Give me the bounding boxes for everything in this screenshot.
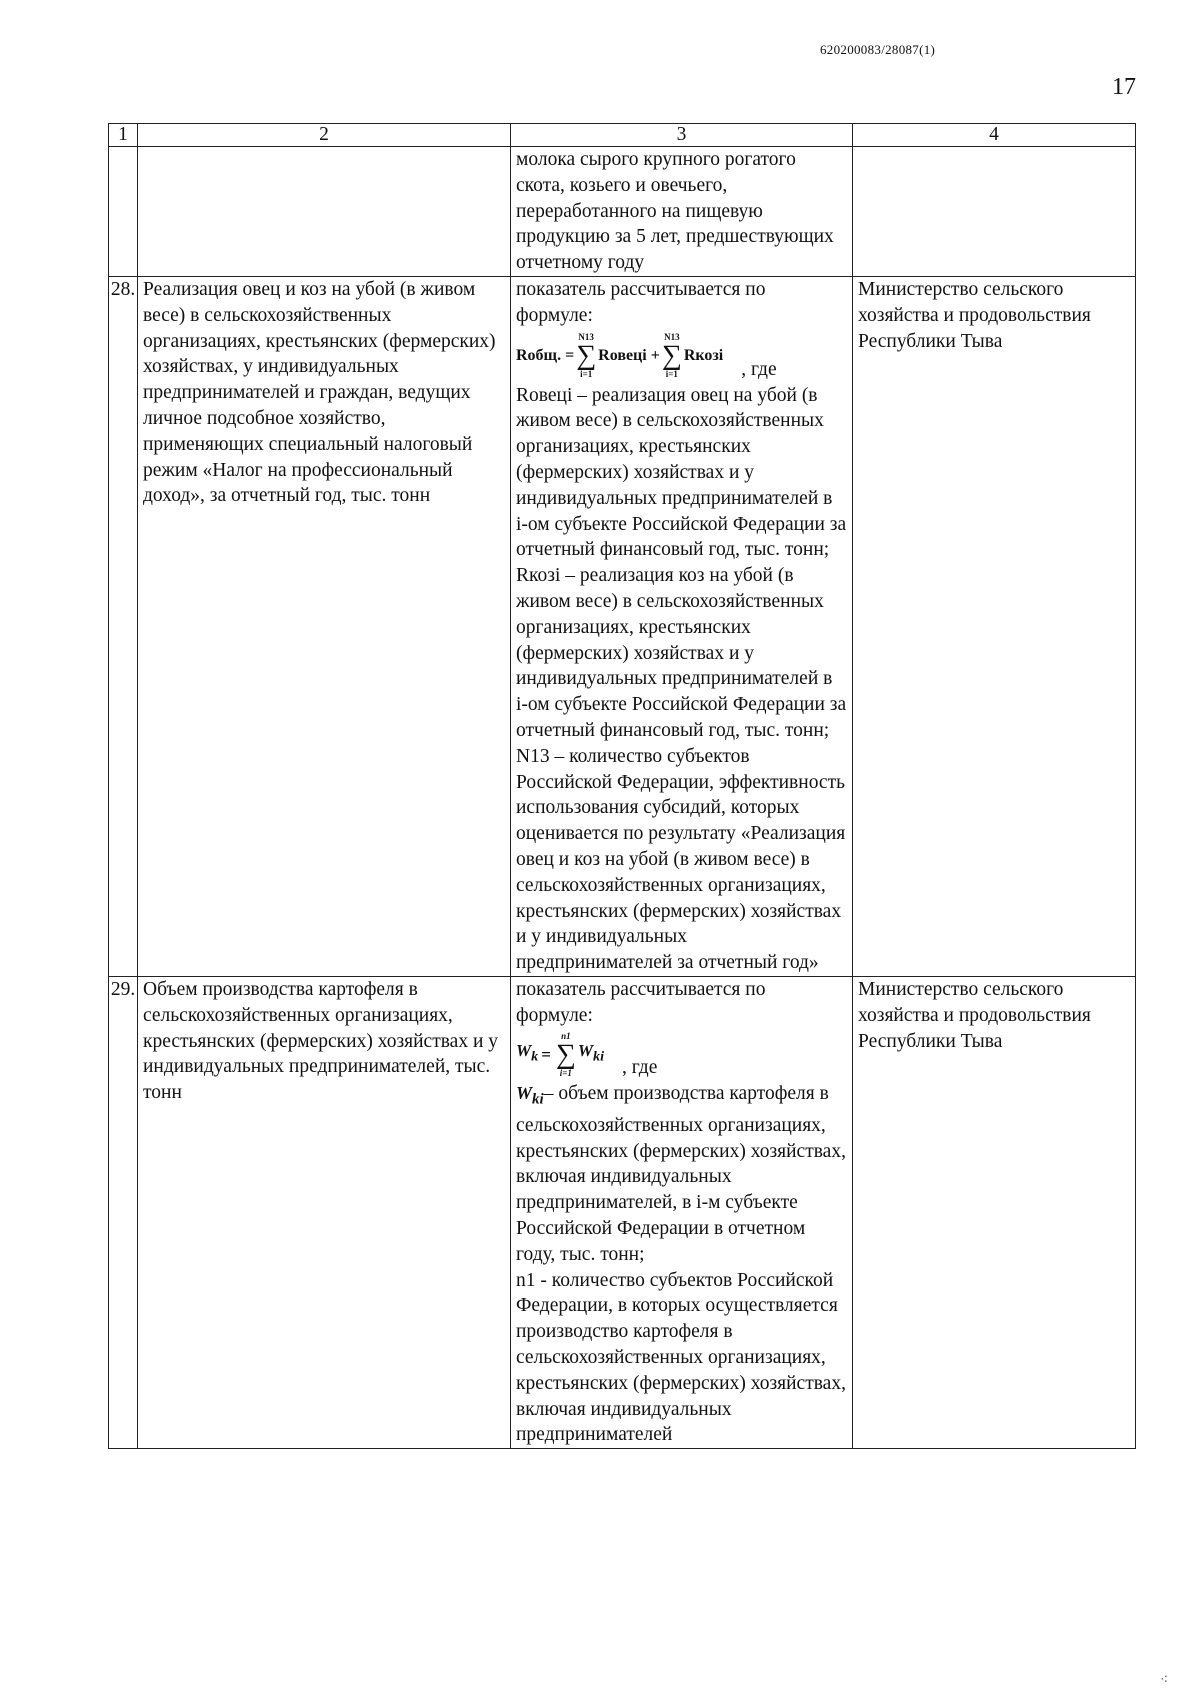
table-row-28 bbox=[109, 276, 1136, 976]
sigma-icon: ∑ bbox=[576, 339, 597, 371]
indicator-table bbox=[108, 123, 1136, 1449]
table-cell bbox=[853, 147, 1136, 277]
column-header-4: 4 bbox=[853, 124, 1136, 147]
scan-mark-icon: ⁖ bbox=[1160, 1673, 1169, 1688]
sum-upper-limit: N13 bbox=[578, 331, 594, 342]
method-intro: показатель рассчитывается по формуле: bbox=[516, 978, 766, 1026]
sum-symbol bbox=[576, 333, 596, 379]
responsible-body: Министерство сельского хозяйства и продовольствия Республики Тыва bbox=[853, 976, 1136, 1448]
formula-lhs: $W_k$ bbox=[516, 1041, 539, 1065]
formula-potato bbox=[516, 1029, 847, 1081]
formula-lhs: Rобщ. = bbox=[516, 346, 575, 364]
calculation-method bbox=[511, 976, 853, 1448]
formula-sheep-goats bbox=[516, 329, 847, 383]
column-number-row bbox=[109, 124, 1136, 147]
formula-term-goats: Rкозi bbox=[683, 346, 724, 364]
definition-goats: Rкозi – реализация коз на убой (в живом весе) в сельскохозяйственных организациях, крестьянских (фермерских) хозяйствах и у индивидуальных предпринимателей в i-ом субъекте Российской Федерации за отчетный финансовый год, тыс. тонн; bbox=[516, 565, 847, 741]
formula-term: $W_{ki}$ bbox=[577, 1041, 604, 1065]
sigma-icon: ∑ bbox=[661, 339, 682, 371]
sigma-icon: ∑ bbox=[555, 1038, 576, 1070]
definition-sheep: Rовецi – реализация овец на убой (в живом весе) в сельскохозяйственных организациях, крестьянских (фермерских) хозяйствах и у индивидуальных предпринимателей в i-ом субъекте Российской Федерации за отчетный финансовый год, тыс. тонн; bbox=[516, 384, 847, 561]
indicator-name: Объем производства картофеля в сельскохозяйственных организациях, крестьянских (фермерских) хозяйствах и у индивидуальных предпринимателей, тыс. тонн bbox=[138, 976, 511, 1448]
column-header-3: 3 bbox=[511, 124, 853, 147]
row-number: 28. bbox=[109, 276, 138, 976]
sum-upper-limit: N13 bbox=[664, 331, 680, 342]
calculation-method bbox=[511, 276, 853, 976]
continuation-method-text: молока сырого крупного рогатого скота, козьего и овечьего, переработанного на пищевую продукцию за 5 лет, предшествующих отчетному году bbox=[511, 147, 853, 277]
row-number: 29. bbox=[109, 976, 138, 1448]
definition-n1: n1 - количество субъектов Российской Федерации, в которых осуществляется производство картофеля в сельскохозяйственных организациях, крестьянских (фермерских) хозяйствах, включая индивидуальных предпринимателей bbox=[516, 1269, 846, 1446]
definition-n13: N13 – количество субъектов Российской Федерации, эффективность использования субсидий, которых оценивается по результату «Реализация овец и коз на убой (в живом весе) в сельскохозяйственных организациях, крестьянских (фермерских) хозяйствах и у индивидуальных предпринимателей за отчетный год» bbox=[516, 745, 846, 974]
page-number: 17 bbox=[1112, 74, 1136, 100]
formula-where: , где bbox=[622, 1056, 658, 1078]
formula-term-sheep: Rовецi + bbox=[598, 346, 660, 364]
table-cell bbox=[138, 147, 511, 277]
sum-lower-limit: i=1 bbox=[665, 368, 678, 379]
indicator-name: Реализация овец и коз на убой (в живом весе) в сельскохозяйственных организациях, крестьянских (фермерских) хозяйствах, у индивидуальных предпринимателей и граждан, ведущих личное подсобное хозяйство, применяющих специальный налоговый режим «Налог на профессиональный доход», за отчетный год, тыс. тонн bbox=[138, 276, 511, 976]
responsible-body: Министерство сельского хозяйства и продовольствия Республики Тыва bbox=[853, 276, 1136, 976]
sum-lower-limit: i=1 bbox=[559, 1067, 572, 1078]
column-header-2: 2 bbox=[138, 124, 511, 147]
method-intro: показатель рассчитывается по формуле: bbox=[516, 278, 766, 326]
sum-symbol bbox=[662, 333, 682, 379]
formula-where: , где bbox=[741, 358, 777, 380]
table-row-29 bbox=[109, 976, 1136, 1448]
sum-upper-limit: n1 bbox=[561, 1030, 571, 1041]
document-code: 620200083/28087(1) bbox=[820, 42, 936, 57]
formula-equals: = bbox=[541, 1044, 551, 1064]
table-cell bbox=[109, 147, 138, 277]
continuation-row bbox=[109, 147, 1136, 277]
column-header-1: 1 bbox=[109, 124, 138, 147]
sum-lower-limit: i=1 bbox=[580, 368, 593, 379]
sum-symbol bbox=[556, 1032, 576, 1078]
definition-wki: $W_{ki}-$ объем производства картофеля в сельскохозяйственных организациях, крестьянских (фермерских) хозяйствах, включая индивидуальных предпринимателей, в i-м субъекте Российской Федерации в отчетном году, тыс. тонн; bbox=[516, 1082, 846, 1265]
formula-symbol: $W_{ki}$ bbox=[516, 1082, 544, 1108]
